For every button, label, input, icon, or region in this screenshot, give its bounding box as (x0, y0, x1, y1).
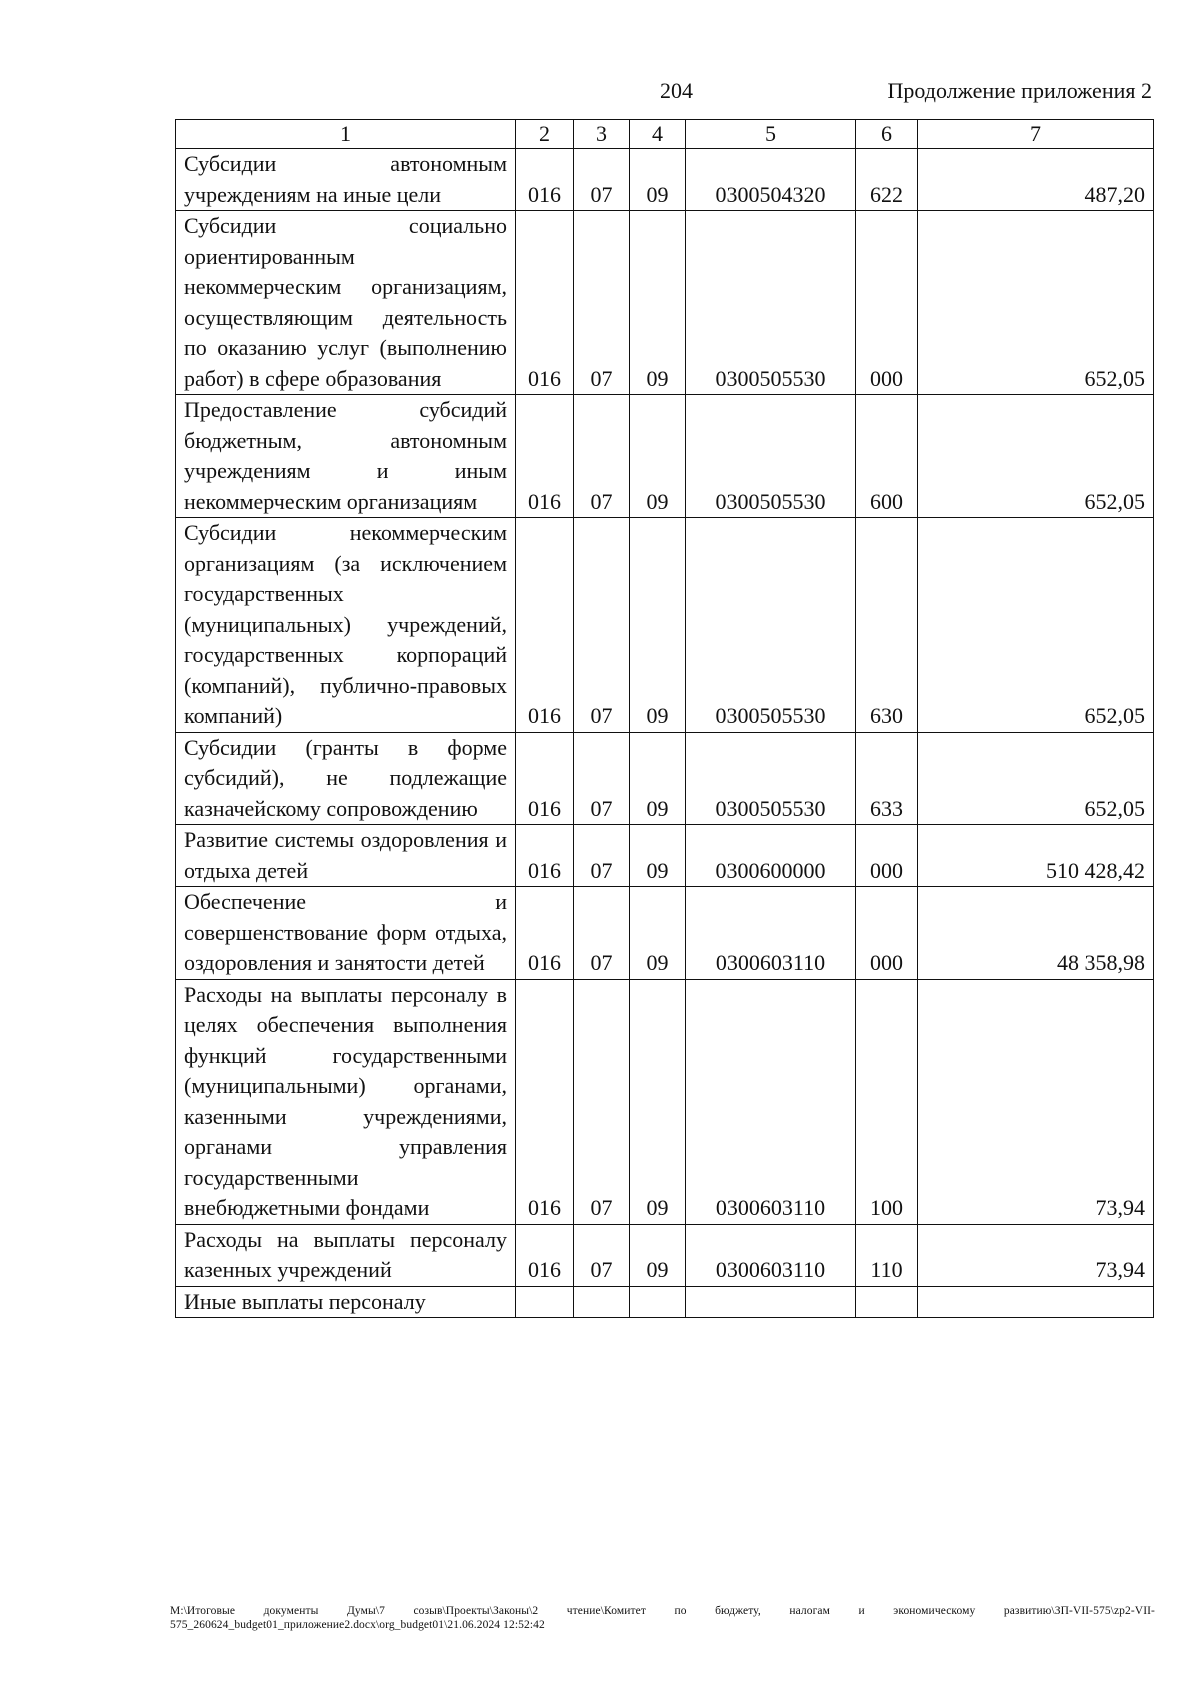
expense-name: Предоставление субсидий бюджетным, автономным учреждениям и иным некоммерческим организациям (176, 395, 516, 518)
column-header: 5 (686, 120, 856, 149)
subsection-code: 09 (630, 149, 686, 211)
expense-type-code: 100 (856, 979, 918, 1224)
continuation-label: Продолжение приложения 2 (887, 78, 1152, 103)
expense-type-code: 000 (856, 825, 918, 887)
amount: 487,20 (918, 149, 1154, 211)
column-header: 4 (630, 120, 686, 149)
amount (918, 1286, 1154, 1318)
table-row (176, 1286, 1154, 1318)
table-row (176, 732, 1154, 825)
ministry-code: 016 (516, 211, 574, 395)
expense-type-code: 110 (856, 1224, 918, 1286)
subsection-code: 09 (630, 825, 686, 887)
column-header: 7 (918, 120, 1154, 149)
section-code: 07 (574, 518, 630, 733)
amount: 48 358,98 (918, 887, 1154, 980)
target-article-code: 0300603110 (686, 887, 856, 980)
section-code: 07 (574, 1224, 630, 1286)
table-row (176, 887, 1154, 980)
page-number: 204 (660, 78, 693, 103)
column-header: 3 (574, 120, 630, 149)
expense-name: Расходы на выплаты персоналу казенных учреждений (176, 1224, 516, 1286)
document-path-footer: M:\Итоговые документы Думы\7 созыв\Проекты\Законы\2 чтение\Комитет по бюджету, налогам и экономическому развитию\ЗП-VII-575\zp2-VII-575_260624_budget01_приложение2.docx\org_budget01\21.06.2024 12:52:42 (170, 1605, 1155, 1631)
expense-name: Развитие системы оздоровления и отдыха детей (176, 825, 516, 887)
subsection-code: 09 (630, 518, 686, 733)
ministry-code: 016 (516, 887, 574, 980)
expense-name: Иные выплаты персоналу (176, 1286, 516, 1318)
table-row (176, 211, 1154, 395)
subsection-code: 09 (630, 979, 686, 1224)
subsection-code: 09 (630, 211, 686, 395)
target-article-code: 0300505530 (686, 395, 856, 518)
budget-table (175, 119, 1154, 1318)
table-row (176, 825, 1154, 887)
column-header: 1 (176, 120, 516, 149)
column-header: 6 (856, 120, 918, 149)
target-article-code: 0300504320 (686, 149, 856, 211)
amount: 652,05 (918, 732, 1154, 825)
column-header: 2 (516, 120, 574, 149)
ministry-code: 016 (516, 825, 574, 887)
expense-type-code: 633 (856, 732, 918, 825)
target-article-code: 0300505530 (686, 211, 856, 395)
table-row (176, 518, 1154, 733)
amount: 73,94 (918, 1224, 1154, 1286)
amount: 652,05 (918, 518, 1154, 733)
ministry-code: 016 (516, 1224, 574, 1286)
expense-type-code: 600 (856, 395, 918, 518)
expense-name: Обеспечение и совершенствование форм отдыха, оздоровления и занятости детей (176, 887, 516, 980)
section-code: 07 (574, 732, 630, 825)
target-article-code: 0300600000 (686, 825, 856, 887)
subsection-code (630, 1286, 686, 1318)
section-code: 07 (574, 979, 630, 1224)
expense-type-code: 622 (856, 149, 918, 211)
table-row (176, 979, 1154, 1224)
ministry-code: 016 (516, 979, 574, 1224)
ministry-code: 016 (516, 149, 574, 211)
subsection-code: 09 (630, 732, 686, 825)
table-row (176, 395, 1154, 518)
section-code (574, 1286, 630, 1318)
ministry-code (516, 1286, 574, 1318)
expense-type-code: 630 (856, 518, 918, 733)
section-code: 07 (574, 395, 630, 518)
expense-name: Субсидии социально ориентированным некоммерческим организациям, осуществляющим деятельность по оказанию услуг (выполнению работ) в сфере образования (176, 211, 516, 395)
ministry-code: 016 (516, 518, 574, 733)
amount: 652,05 (918, 211, 1154, 395)
expense-name: Субсидии некоммерческим организациям (за исключением государственных (муниципальных) учреждений, государственных корпораций (компаний), публично-правовых компаний) (176, 518, 516, 733)
amount: 73,94 (918, 979, 1154, 1224)
amount: 652,05 (918, 395, 1154, 518)
target-article-code (686, 1286, 856, 1318)
amount: 510 428,42 (918, 825, 1154, 887)
section-code: 07 (574, 887, 630, 980)
subsection-code: 09 (630, 395, 686, 518)
expense-type-code: 000 (856, 887, 918, 980)
expense-name: Расходы на выплаты персоналу в целях обеспечения выполнения функций государственными (муниципальными) органами, казенными учреждениями, органами управления государственными внебюджетными фондами (176, 979, 516, 1224)
section-code: 07 (574, 149, 630, 211)
target-article-code: 0300603110 (686, 979, 856, 1224)
expense-type-code: 000 (856, 211, 918, 395)
expense-type-code (856, 1286, 918, 1318)
table-row (176, 149, 1154, 211)
header-row (176, 120, 1154, 149)
expense-name: Субсидии автономным учреждениям на иные цели (176, 149, 516, 211)
ministry-code: 016 (516, 732, 574, 825)
section-code: 07 (574, 825, 630, 887)
target-article-code: 0300603110 (686, 1224, 856, 1286)
subsection-code: 09 (630, 887, 686, 980)
target-article-code: 0300505530 (686, 732, 856, 825)
section-code: 07 (574, 211, 630, 395)
ministry-code: 016 (516, 395, 574, 518)
table-row (176, 1224, 1154, 1286)
target-article-code: 0300505530 (686, 518, 856, 733)
subsection-code: 09 (630, 1224, 686, 1286)
expense-name: Субсидии (гранты в форме субсидий), не подлежащие казначейскому сопровождению (176, 732, 516, 825)
